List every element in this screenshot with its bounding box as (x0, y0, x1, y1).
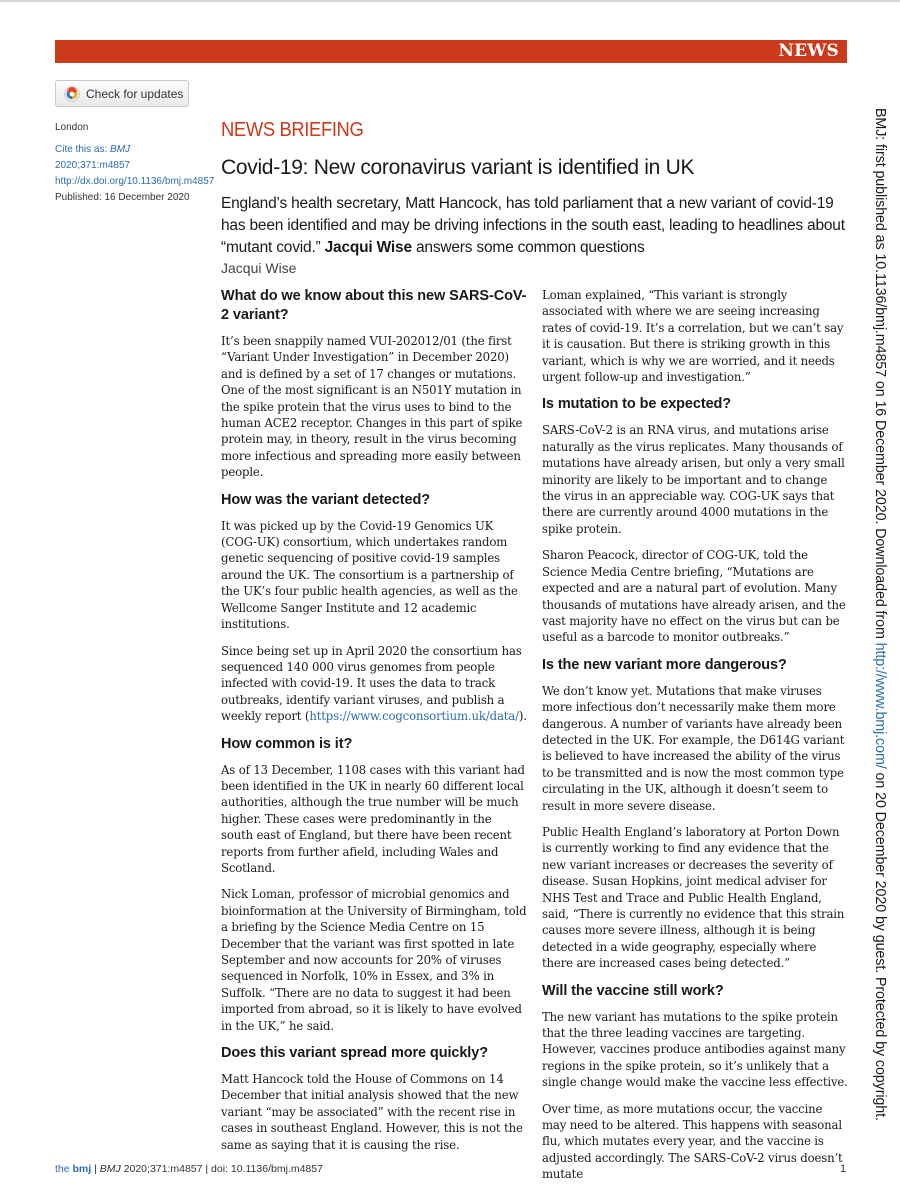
standfirst-author: Jacqui Wise (324, 239, 412, 256)
paragraph: Over time, as more mutations occur, the vaccine may need to be altered. This happens with seasonal flu, which mutates every year, and the vaccine is adjusted accordingly. The SARS-CoV-2 virus doesn’t mutate (542, 1101, 843, 1182)
heading-vaccine-work: Will the vaccine still work? (542, 982, 724, 999)
published-date: Published: 16 December 2020 (55, 192, 190, 203)
cite-prefix: Cite this as: (55, 144, 111, 155)
paragraph: As of 13 December, 1108 cases with this variant had been identified in the UK in nearly 60 different local authorities, although the true number will be much higher. These cases were predominantly in the south east of England, but there have been recent reports from further afield, including Wales and Scotland. (221, 762, 525, 875)
margin-copyright-note (866, 108, 900, 1121)
section-banner (55, 40, 847, 63)
footer-separator: | (91, 1163, 100, 1175)
article-title: Covid-19: New coronavirus variant is identified in UK (221, 156, 695, 179)
cite-journal: BMJ (110, 144, 131, 155)
paragraph: Nick Loman, professor of microbial genomics and bioinformation at the University of Birmingham, told a briefing by the Science Media Centre on 15 December that the variant was first spotted in late September and now accounts for 20% of viruses sequenced in Norfolk, 10% in Essex, and 3% in Suffolk. “There are no data to suggest it had been imported from abroad, so it is likely to have evolved in the UK,” he said. (221, 887, 527, 1033)
heading-how-detected: How was the variant detected? (221, 491, 431, 508)
top-rule (0, 0, 900, 2)
footer-ref: 2020;371:m4857 | doi: 10.1136/bmj.m4857 (120, 1163, 323, 1175)
paragraph-text: Since being set up in April 2020 the consortium has sequenced 140 000 virus genomes from people infected with covid-19. It uses the data to track outbreaks, identify variant viruses, and publish a weekly report ( (221, 643, 522, 724)
heading-what-we-know: What do we know about this new SARS-CoV-2 variant? (221, 288, 527, 323)
citation (55, 142, 205, 174)
margin-note-end: on 20 December 2020 by guest. Protected by copyright. (872, 768, 888, 1121)
right-column (542, 287, 848, 1193)
crossmark-icon (64, 86, 80, 102)
news-kicker: NEWS BRIEFING (221, 119, 364, 141)
location: London (55, 122, 89, 133)
paragraph: The new variant has mutations to the spike protein that the three leading vaccines are targeting. However, vaccines produce antibodies against many regions in the spike protein, so it’s unlikely that a single change would make the vaccine less effective. (542, 1009, 848, 1090)
standfirst-text: England’s health secretary, Matt Hancock, has told parliament that a new variant of covid-19 has been identified and may be driving infections in the south east, leading to headlines about “mutant covid.” (221, 195, 845, 256)
paragraph: Sharon Peacock, director of COG-UK, told the Science Media Centre briefing, “Mutations are expected and are a natural part of evolution. Many thousands of mutations have already arisen, and the vast majority have no effect on the virus but can be useful as a barcode to monitor outbreaks.” (542, 548, 846, 645)
paragraph: Loman explained, “This variant is strongly associated with where we are seeing increasing rates of covid-19. It’s a correlation, but we can’t say it is causation. But there is striking growth in this variant, which is why we are worried, and it needs urgent follow-up and investigation.” (542, 288, 844, 385)
cite-ref: 2020;371:m4857 (55, 160, 131, 171)
paragraph: Public Health England’s laboratory at Porton Down is currently working to find any evidence that the new variant increases or decreases the severity of disease. Susan Hopkins, joint medical adviser for NHS Test and Trace and Public Health England, said, “There is currently no evidence that this strain causes more severe illness, although it is being detected in a wide geography, especially where there are increased cases being detected.” (542, 824, 845, 971)
article-sidebar (55, 120, 215, 206)
paragraph: Matt Hancock told the House of Commons on 14 December that initial analysis showed that the new variant “may be associated” with the recent rise in cases in southeast England. However, this is not the same as saying that it is causing the rise. (221, 1072, 523, 1152)
check-for-updates-button[interactable] (55, 80, 189, 107)
paragraph: We don’t know yet. Mutations that make viruses more infectious don’t necessarily make them more dangerous. A number of variants have already been detected in the UK. For example, the D614G variant is believed to have increased the ability of the virus to be transmitted and is now the most common type circulating in the UK, although it doesn’t seem to result in more severe disease. (542, 683, 845, 813)
page-number: 1 (840, 1163, 847, 1175)
paragraph: It was picked up by the Covid-19 Genomics UK (COG-UK) consortium, which undertakes random genetic sequencing of positive covid-19 samples around the UK. The consortium is a partnership of the UK’s four public health agencies, as well as the Wellcome Sanger Institute and 12 academic institutions. (221, 518, 518, 632)
bmj-site-link[interactable]: http://www.bmj.com/ (872, 642, 888, 769)
margin-note-start: BMJ: first published as 10.1136/bmj.m4857 on 16 December 2020. Downloaded from (872, 108, 888, 643)
paragraph-text: ). (518, 709, 527, 724)
margin-note-text (868, 108, 892, 1121)
paragraph (221, 643, 527, 725)
cog-consortium-link[interactable]: https://www.cogconsortium.uk/data/ (309, 709, 519, 724)
paragraph: SARS-CoV-2 is an RNA virus, and mutations arise naturally as the virus replicates. Many thousands of mutations have already arisen, but only a very small minority are likely to be important and to change the virus in an appreciable way. COG-UK says that there are currently around 4000 mutations in the spike protein. (542, 423, 845, 536)
heading-how-common: How common is it? (221, 735, 353, 752)
standfirst (221, 193, 851, 259)
check-for-updates-label: Check for updates (86, 86, 184, 101)
heading-more-dangerous: Is the new variant more dangerous? (542, 656, 787, 673)
doi-link[interactable]: http://dx.doi.org/10.1136/bmj.m4857 (55, 176, 215, 187)
page-footer (55, 1163, 323, 1175)
standfirst-end: answers some common questions (411, 239, 645, 256)
byline: Jacqui Wise (221, 260, 297, 276)
heading-spread-quickly: Does this variant spread more quickly? (221, 1045, 488, 1062)
left-column (221, 287, 527, 1163)
paragraph: It’s been snappily named VUI-202012/01 (the first “Variant Under Investigation” in December 2020) and is defined by a set of 17 changes or mutations. One of the most significant is an N501Y mutation in the spike protein that the virus uses to bind to the human ACE2 receptor. Changes in this part of spike protein may, in theory, result in the virus becoming more infectious and spreading more easily between people. (221, 334, 523, 480)
logo-bmj: bmj (72, 1163, 92, 1175)
logo-the: the (55, 1163, 73, 1175)
section-label: NEWS (778, 41, 839, 61)
bmj-logo (55, 1163, 91, 1175)
heading-mutation-expected: Is mutation to be expected? (542, 396, 732, 413)
footer-journal: BMJ (99, 1163, 121, 1175)
